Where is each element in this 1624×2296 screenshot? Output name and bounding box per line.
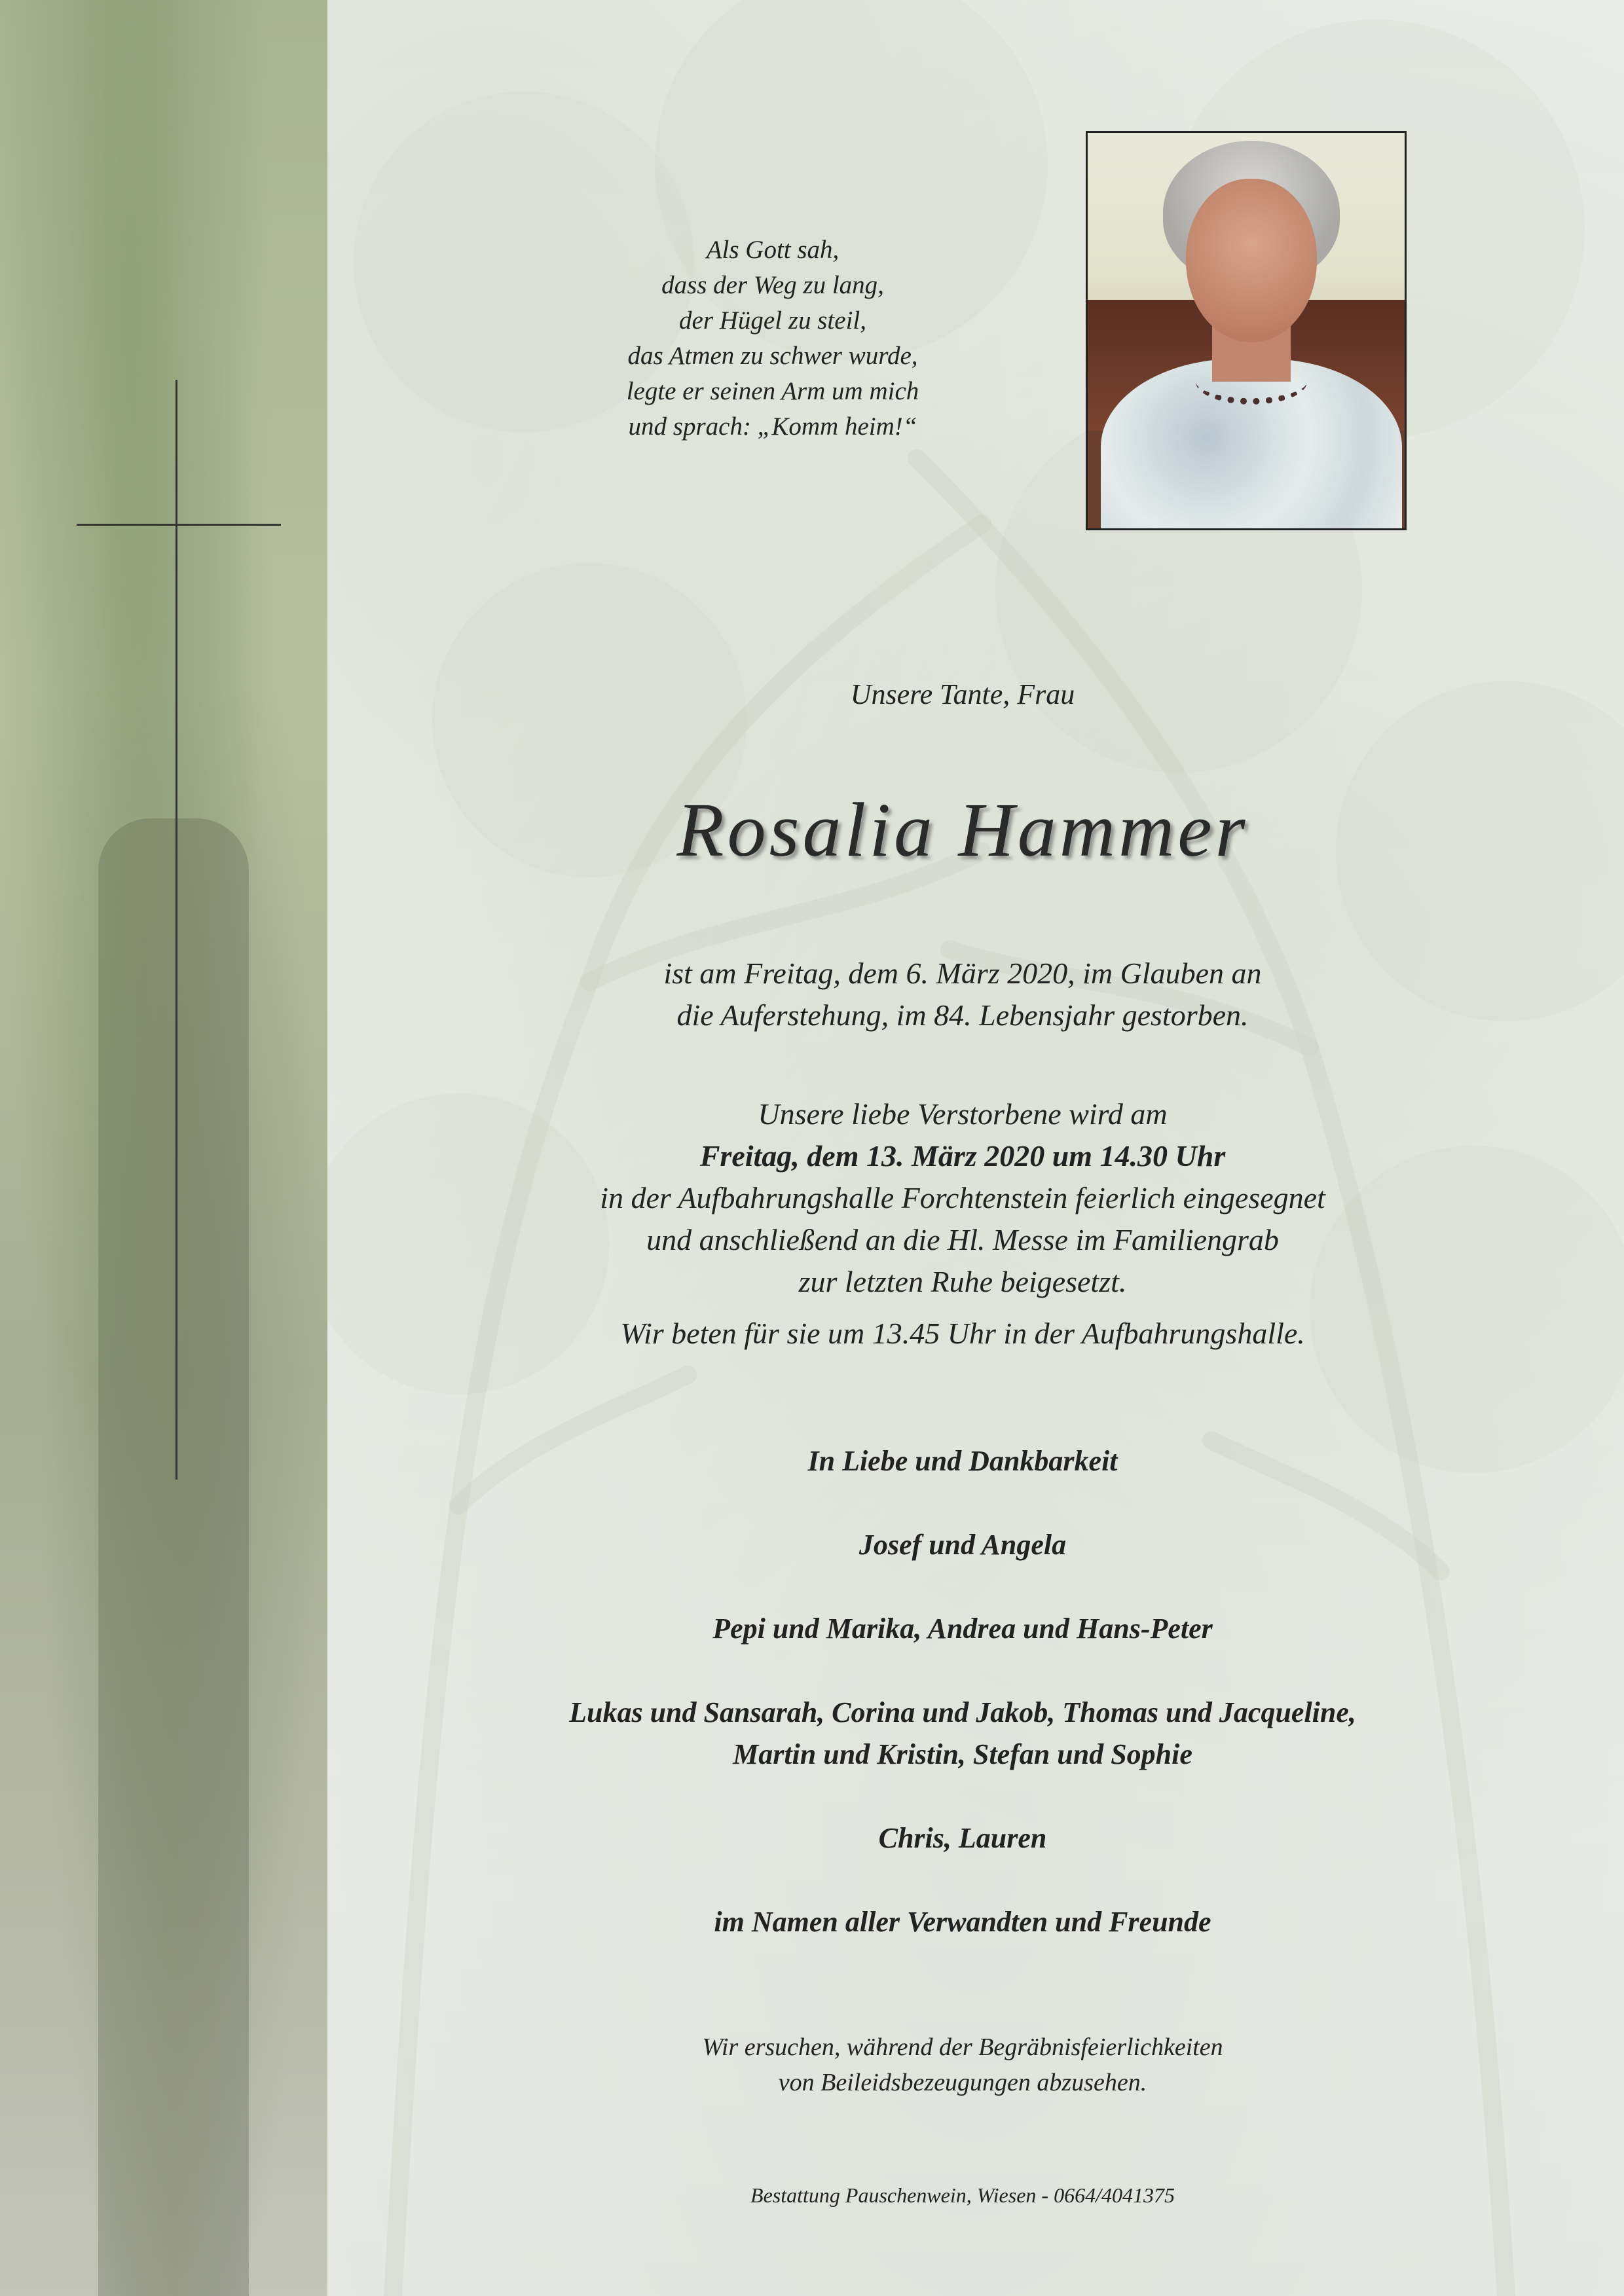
intro-text: Unsere Tante, Frau [850,678,1075,710]
mourner-line: Lukas und Sansarah, Corina und Jakob, Thomas und Jacqueline, [569,1696,1356,1728]
verse-line: das Atmen zu schwer wurde, [627,342,918,370]
funeral-line: in der Aufbahrungshalle Forchtenstein feierlich eingesegnet [600,1181,1325,1214]
verse-line: und sprach: „Komm heim!“ [628,412,917,441]
mourners-heading: In Liebe und Dankbarkeit [807,1445,1118,1477]
funeral-line: zur letzten Ruhe beigesetzt. [798,1265,1127,1298]
memorial-verse [537,232,1008,445]
tree-trunk [98,818,249,2296]
funeral-line: Unsere liebe Verstorbene wird am [758,1097,1168,1131]
cross-horizontal-bar [77,524,281,526]
request-line: Wir ersuchen, während der Begräbnisfeierlichkeiten [702,2033,1223,2061]
mourners-closing: im Namen aller Verwandten und Freunde [714,1906,1211,1938]
mourner-group: Chris, Lauren [878,1822,1047,1854]
mourner-group: Josef und Angela [858,1529,1067,1561]
mourners-list [406,1440,1519,1985]
prayer-notice: Wir beten für sie um 13.45 Uhr in der Aufbahrungshalle. [620,1317,1305,1350]
verse-line: der Hügel zu steil, [679,306,866,335]
mourner-group [406,1692,1519,1776]
funeral-details [406,1093,1519,1303]
death-notice-line: ist am Freitag, dem 6. März 2020, im Glauben an [663,957,1262,990]
deceased-name: Rosalia Hammer [676,787,1249,873]
death-notice-line: die Auferstehung, im 84. Lebensjahr gestorben. [676,998,1249,1032]
funeral-date-time: Freitag, dem 13. März 2020 um 14.30 Uhr [699,1139,1226,1173]
funeral-line: und anschließend an die Hl. Messe im Familiengrab [646,1223,1279,1256]
verse-line: Als Gott sah, [706,236,840,264]
death-notice [406,953,1519,1036]
mourner-group: Pepi und Marika, Andrea und Hans-Peter [712,1613,1213,1645]
cross-vertical-bar [175,380,177,1480]
verse-line: dass der Weg zu lang, [661,271,884,299]
verse-line: legte er seinen Arm um mich [626,377,919,405]
request-line: von Beileidsbezeugungen abzusehen. [778,2069,1147,2096]
funeral-home-footer: Bestattung Pauschenwein, Wiesen - 0664/4041375 [750,2183,1175,2207]
condolence-request [406,2030,1519,2100]
mourner-line: Martin und Kristin, Stefan und Sophie [733,1738,1192,1770]
portrait-photo [1086,131,1407,530]
